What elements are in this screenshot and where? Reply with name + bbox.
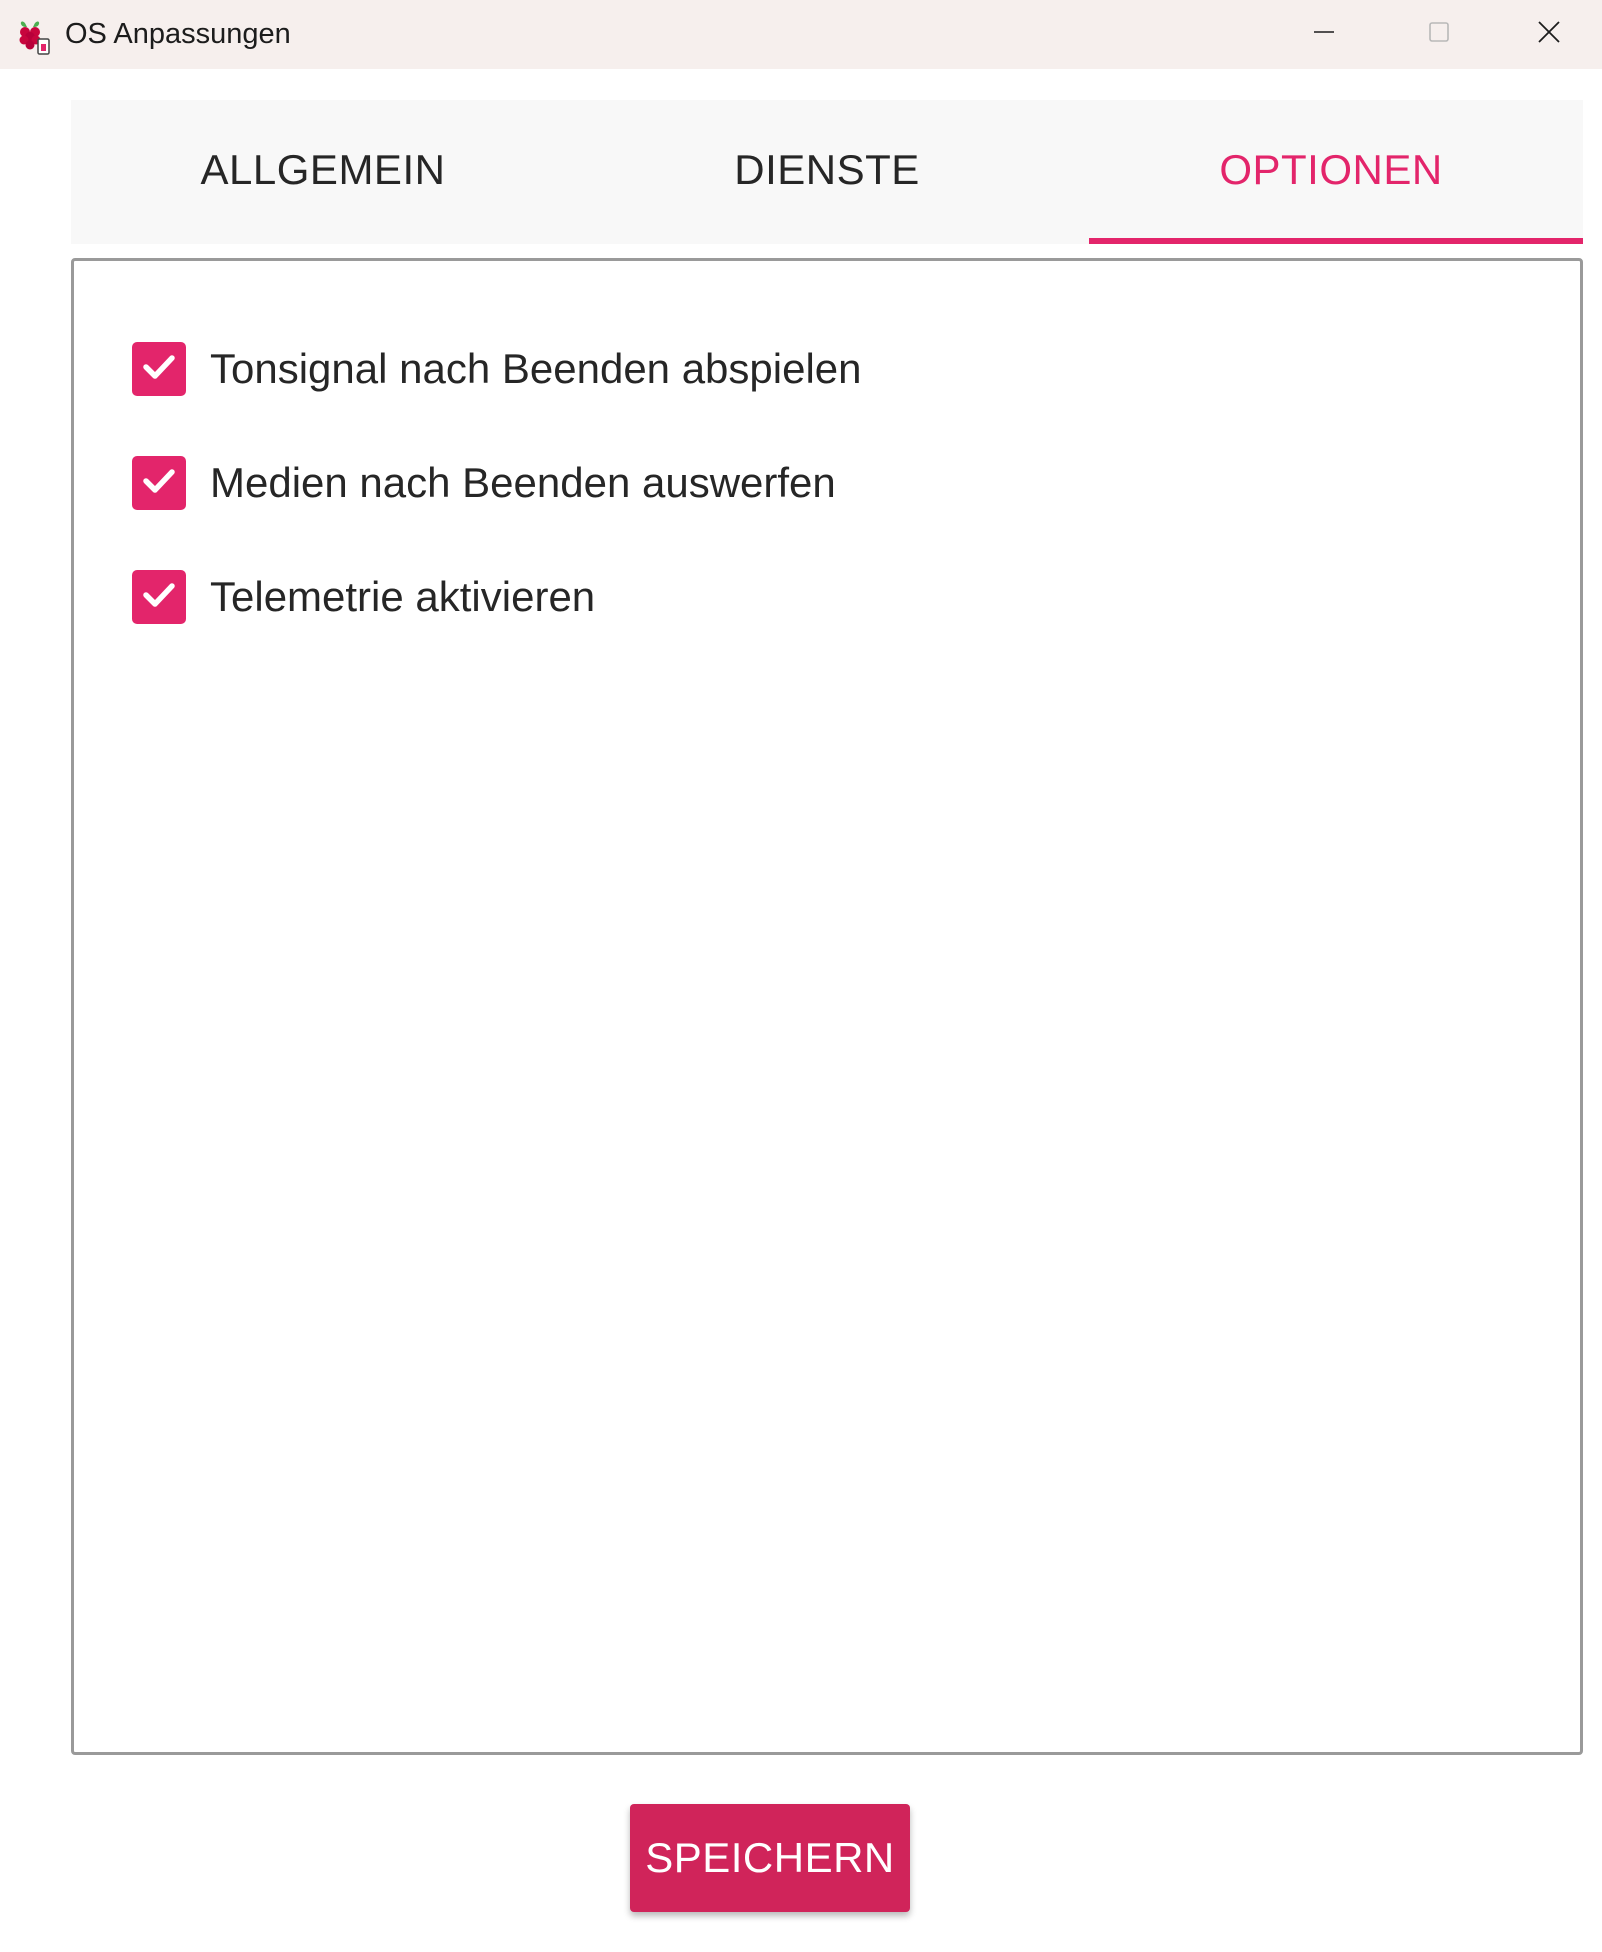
tab-label: DIENSTE: [734, 146, 920, 193]
checkbox[interactable]: [132, 456, 186, 510]
tab-dienste[interactable]: [575, 100, 1079, 244]
option-label: Telemetrie aktivieren: [210, 573, 596, 620]
tab-allgemein[interactable]: [71, 100, 575, 244]
save-button[interactable]: [630, 1804, 910, 1912]
maximize-icon: [1428, 21, 1450, 48]
tab-label: OPTIONEN: [1219, 146, 1443, 193]
checkmark-icon: [139, 575, 179, 620]
active-tab-indicator: [1089, 238, 1583, 244]
option-label: Medien nach Beenden auswerfen: [210, 459, 836, 506]
options-panel: [71, 258, 1583, 1755]
tab-bar: [71, 100, 1583, 244]
checkmark-icon: [139, 461, 179, 506]
save-button-label: SPEICHERN: [645, 1834, 895, 1881]
option-beep-on-finish[interactable]: [132, 340, 862, 398]
option-telemetry[interactable]: [132, 568, 595, 626]
raspberry-pi-imager-icon: [14, 17, 52, 55]
minimize-icon: [1313, 21, 1335, 48]
checkbox[interactable]: [132, 342, 186, 396]
tab-optionen[interactable]: [1079, 100, 1583, 244]
checkmark-icon: [139, 347, 179, 392]
close-button[interactable]: [1496, 0, 1602, 69]
maximize-button[interactable]: [1381, 0, 1496, 69]
title-bar: [0, 0, 1602, 69]
option-eject-media[interactable]: [132, 454, 836, 512]
window-title: OS Anpassungen: [65, 18, 291, 50]
checkbox[interactable]: [132, 570, 186, 624]
minimize-button[interactable]: [1266, 0, 1381, 69]
option-label: Tonsignal nach Beenden abspielen: [210, 345, 862, 392]
close-icon: [1537, 20, 1561, 49]
tab-label: ALLGEMEIN: [200, 146, 446, 193]
